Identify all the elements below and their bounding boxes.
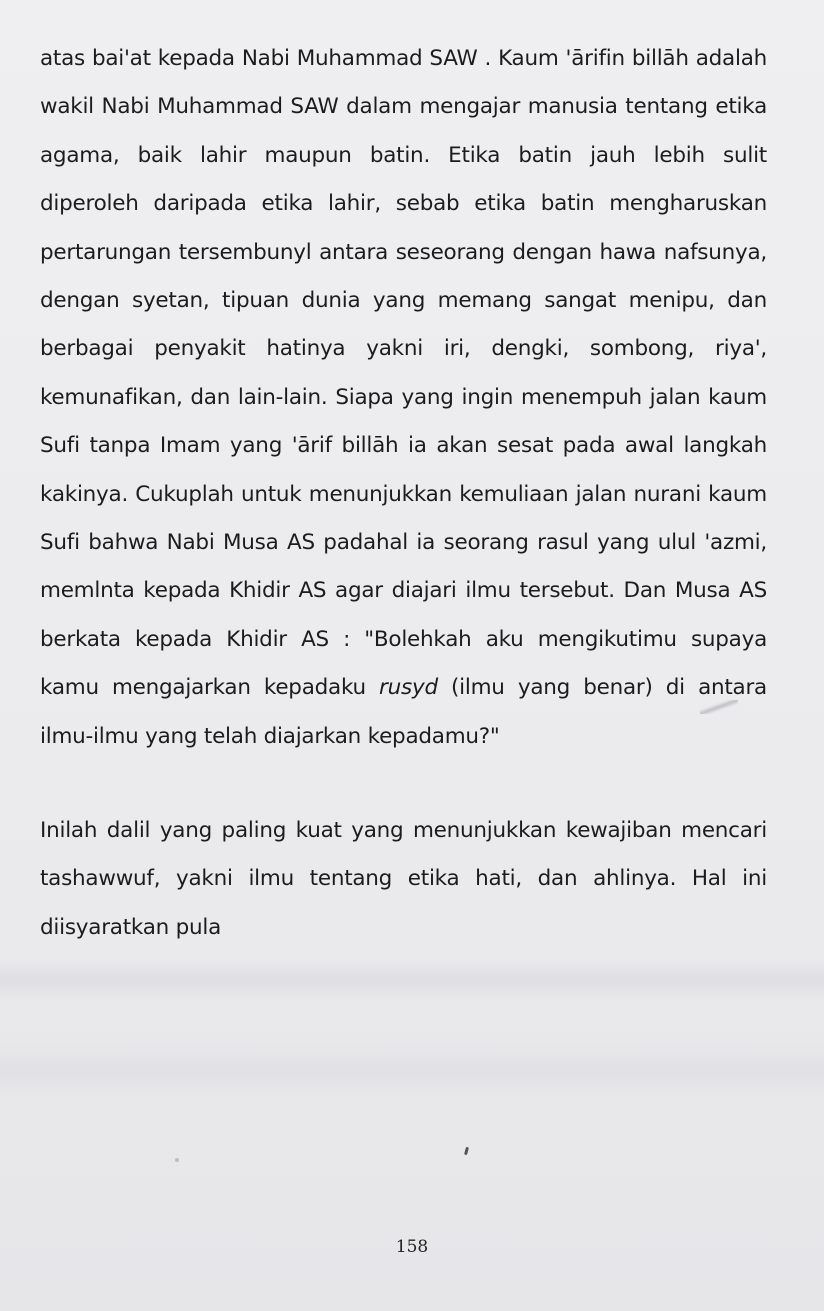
- body-paragraph-1: [40, 35, 767, 761]
- scan-speck-mark: [175, 1158, 179, 1162]
- page-number: 158: [395, 1237, 429, 1257]
- paragraph-1-text-end: (ilmu yang benar) di antara ilmu-ilmu yang telah diajarkan kepadamu?": [40, 675, 767, 749]
- scan-shadow-band: [0, 1040, 824, 1100]
- italic-term-rusyd: rusyd: [379, 675, 438, 701]
- paragraph-1-text: atas bai'at kepada Nabi Muhammad SAW . Kaum 'ārifin billāh adalah wakil Nabi Muhammad SAW dalam mengajar manusia tentang etika agama, baik lahir maupun batin. Etika batin jauh lebih sulit diperoleh daripada etika lahir, sebab etika batin mengharuskan pertarungan tersembunyl antara seseorang dengan hawa nafsunya, dengan syetan, tipuan dunia yang memang sangat menipu, dan berbagai penyakit hatinya yakni iri, dengki, sombong, riya', kemunafikan, dan lain-lain. Siapa yang ingin menempuh jalan kaum Sufi tanpa Imam yang 'ārif billāh ia akan sesat pada awal langkah kakinya. Cukuplah untuk menunjukkan kemuliaan jalan nurani kaum Sufi bahwa Nabi Musa AS padahal ia seorang rasul yang ulul 'azmi, memlnta kepada Khidir AS agar diajari ilmu tersebut. Dan Musa AS berkata kepada Khidir AS : "Bolehkah aku mengikutimu supaya kamu mengajarkan kepadaku: [40, 46, 767, 701]
- scan-shadow-band: [0, 960, 824, 1000]
- body-paragraph-2: Inilah dalil yang paling kuat yang menunjukkan kewajiban mencari tashawwuf, yakni ilmu tentang etika hati, dan ahlinya. Hal ini diisyaratkan pula: [40, 818, 767, 940]
- scan-speck-mark: [464, 1147, 469, 1156]
